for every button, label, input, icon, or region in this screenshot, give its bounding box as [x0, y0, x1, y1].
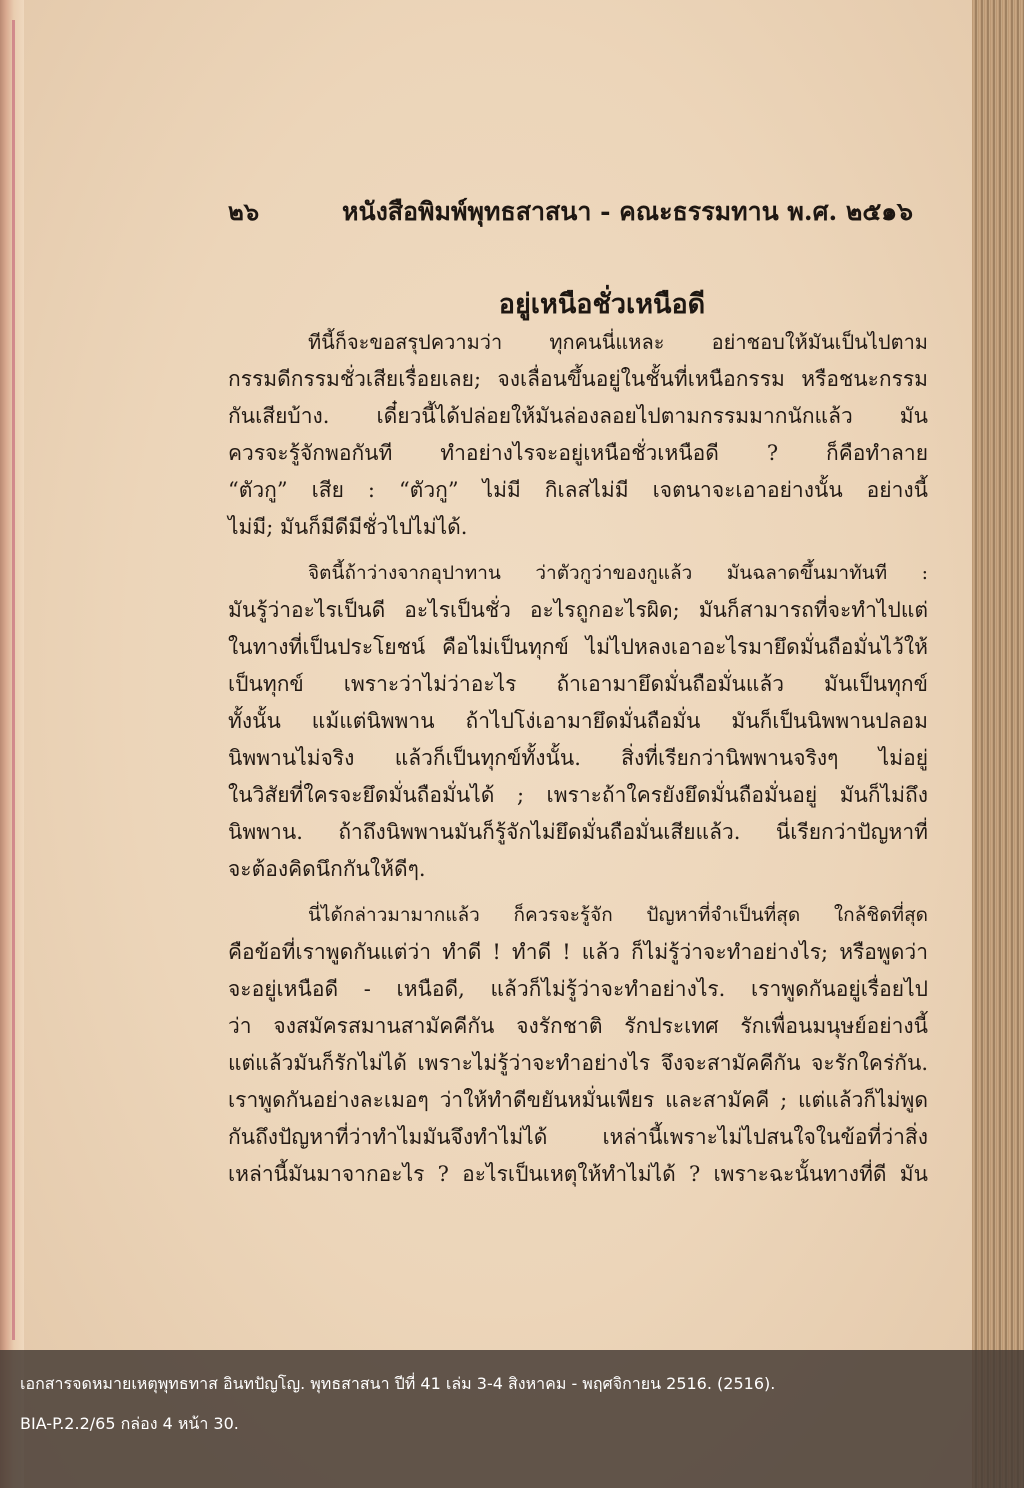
page-edge-left: [12, 20, 15, 1340]
text-line: กรรมดีกรรมชั่วเสียเรื่อยเลย; จงเลื่อนขึ้นอยู่ในชั้นที่เหนือกรรม หรือชนะกรรม: [228, 367, 928, 391]
paragraph-2: [228, 555, 928, 888]
text-line: ทั้งนั้น แม้แต่นิพพาน ถ้าไปโง่เอามายึดมั่นถือมั่น มันก็เป็นนิพพานปลอม: [228, 709, 928, 733]
text-line: เราพูดกันอย่างละเมอๆ ว่าให้ทำดีขยันหมั่นเพียร และสามัคคี ; แต่แล้วก็ไม่พูด: [228, 1088, 928, 1112]
caption-citation: เอกสารจดหมายเหตุพุทธทาส อินทปัญโญ. พุทธสาสนา ปีที่ 41 เล่ม 3-4 สิงหาคม - พฤศจิกายน 2516. (2516).: [20, 1374, 776, 1393]
text-line: ในทางที่เป็นประโยชน์ คือไม่เป็นทุกข์ ไม่ไปหลงเอาอะไรมายึดมั่นถือมั่นไว้ให้: [228, 635, 928, 659]
text-line: ควรจะรู้จักพอกันที ทำอย่างไรจะอยู่เหนือชั่วเหนือดี ? ก็คือทำลาย: [228, 441, 928, 465]
page-header: [228, 192, 928, 232]
text-line: แต่แล้วมันก็รักไม่ได้ เพราะไม่รู้ว่าจะทำอย่างไร จึงจะสามัคคีกัน จะรักใคร่กัน.: [228, 1051, 928, 1075]
text-line: กันถึงปัญหาที่ว่าทำไมมันจึงทำไม่ได้ เหล่านี้เพราะไม่ไปสนใจในข้อที่ว่าสิ่ง: [228, 1125, 928, 1149]
text-line: ไม่มี; มันก็มีดีมีชั่วไปไม่ได้.: [228, 515, 468, 539]
text-line: คือข้อที่เราพูดกันแต่ว่า ทำดี ! ทำดี ! แล้ว ก็ไม่รู้ว่าจะทำอย่างไร; หรือพูดว่า: [228, 940, 928, 964]
caption-reference: BIA-P.2.2/65 กล่อง 4 หน้า 30.: [20, 1414, 239, 1433]
running-head: หนังสือพิมพ์พุทธสาสนา - คณะธรรมทาน พ.ศ. ๒๕๑๖: [342, 197, 914, 226]
archive-caption-bar: [0, 1350, 1024, 1488]
text-line: ทีนี้ก็จะขอสรุปความว่า ทุกคนนี่แหละ อย่าชอบให้มันเป็นไปตาม: [308, 330, 928, 354]
text-line: กันเสียบ้าง. เดี๋ยวนี้ได้ปล่อยให้มันล่องลอยไปตามกรรมมากนักแล้ว มัน: [228, 404, 928, 428]
text-line: นี่ได้กล่าวมามากแล้ว ก็ควรจะรู้จัก ปัญหาที่จำเป็นที่สุด ใกล้ชิดที่สุด: [308, 904, 928, 926]
text-line: ว่า จงสมัครสมานสามัคคีกัน จงรักชาติ รักประเทศ รักเพื่อนมนุษย์อย่างนี้: [228, 1014, 928, 1038]
text-line: จะต้องคิดนึกกันให้ดีๆ.: [228, 857, 426, 881]
page-edge-right: [972, 0, 1024, 1488]
text-line: เหล่านี้มันมาจากอะไร ? อะไรเป็นเหตุให้ทำไม่ได้ ? เพราะฉะนั้นทางที่ดี มัน: [228, 1162, 928, 1186]
text-line: “ตัวกู” เสีย : “ตัวกู” ไม่มี กิเลสไม่มี เจตนาจะเอาอย่างนั้น อย่างนี้: [228, 478, 928, 502]
paragraph-3: [228, 897, 928, 1193]
text-line: นิพพานไม่จริง แล้วก็เป็นทุกข์ทั้งนั้น. สิ่งที่เรียกว่านิพพานจริงๆ ไม่อยู่: [228, 746, 928, 770]
article-body: [228, 324, 928, 1193]
paragraph-1: [228, 324, 928, 546]
article-title: อยู่เหนือชั่วเหนือดี: [498, 289, 706, 320]
text-line: มันรู้ว่าอะไรเป็นดี อะไรเป็นชั่ว อะไรถูกอะไรผิด; มันก็สามารถที่จะทำไปแต่: [228, 598, 928, 622]
page-number: ๒๖: [228, 197, 260, 226]
text-line: เป็นทุกข์ เพราะว่าไม่ว่าอะไร ถ้าเอามายึดมั่นถือมั่นแล้ว มันเป็นทุกข์: [228, 672, 928, 696]
text-line: จะอยู่เหนือดี - เหนือดี, แล้วก็ไม่รู้ว่าจะทำอย่างไร. เราพูดกันอยู่เรื่อยไป: [228, 977, 928, 1001]
text-line: นิพพาน. ถ้าถึงนิพพานมันก็รู้จักไม่ยึดมั่นถือมั่นเสียแล้ว. นี่เรียกว่าปัญหาที่: [228, 820, 928, 844]
text-line: จิตนี้ถ้าว่างจากอุปาทาน ว่าตัวกูว่าของกูแล้ว มันฉลาดขึ้นมาทันที :: [308, 562, 928, 584]
text-line: ในวิสัยที่ใครจะยึดมั่นถือมั่นได้ ; เพราะถ้าใครยังยึดมั่นถือมั่นอยู่ มันก็ไม่ถึง: [228, 783, 928, 807]
